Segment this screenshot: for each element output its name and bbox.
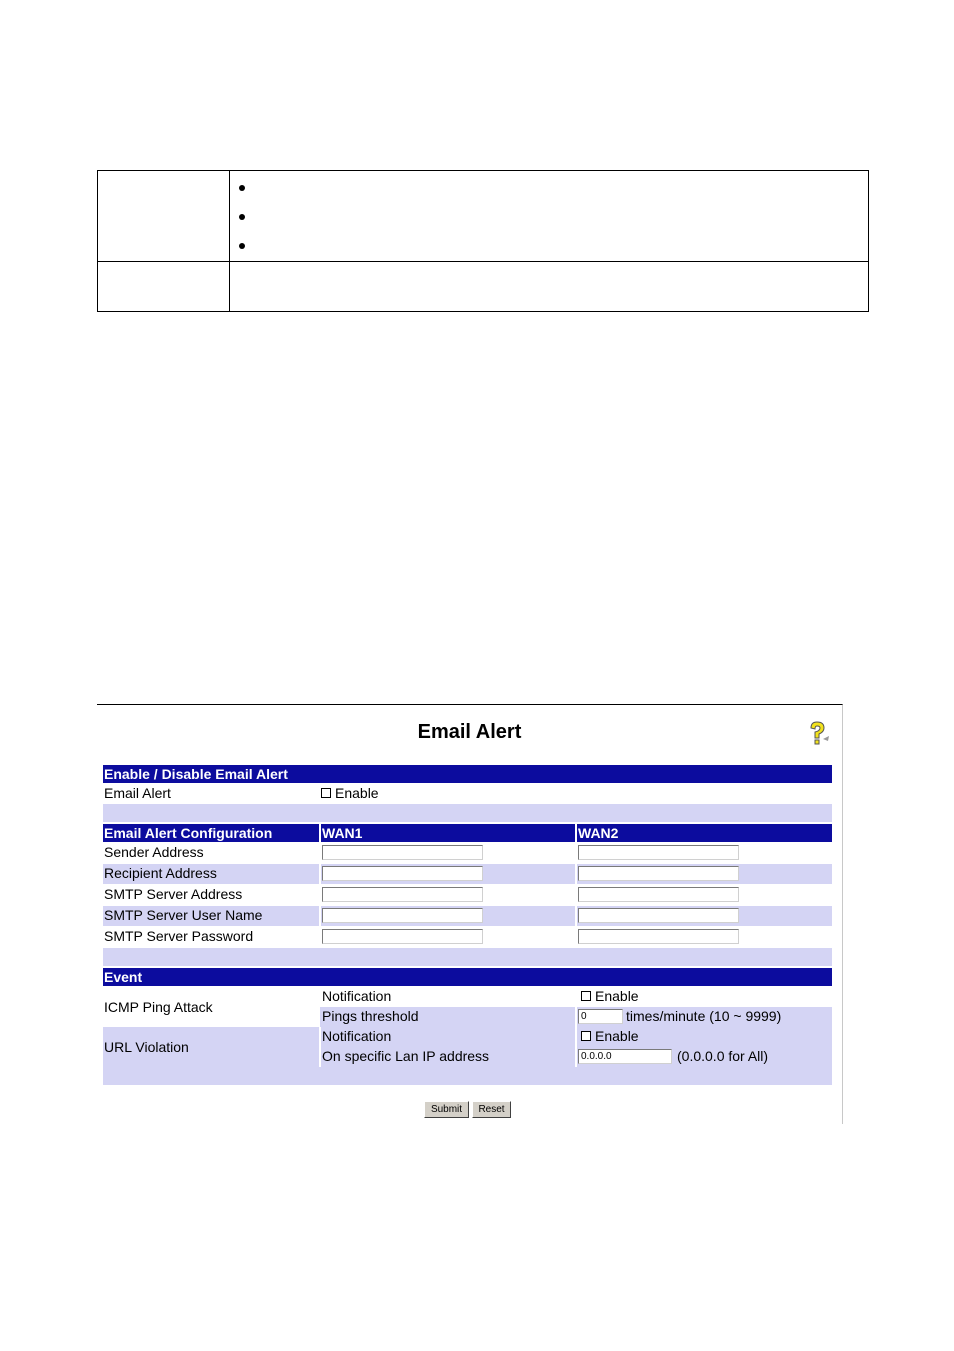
lan-ip-hint: (0.0.0.0 for All) <box>677 1048 769 1064</box>
smtp-user-name-row <box>103 906 832 926</box>
bullet-icon <box>239 214 245 220</box>
spacer-row <box>103 948 832 966</box>
smtp-server-address-wan1-input[interactable] <box>322 887 483 902</box>
section-header-label: Email Alert Configuration <box>104 825 273 841</box>
column-separator <box>575 824 577 842</box>
sender-address-wan1-input[interactable] <box>322 845 483 860</box>
section-header-enable <box>103 765 832 783</box>
url-violation-label: URL Violation <box>104 1039 189 1055</box>
enable-label: Enable <box>335 785 379 801</box>
enable-label: Enable <box>595 988 639 1004</box>
column-separator <box>575 1007 577 1027</box>
email-alert-label: Email Alert <box>104 785 171 801</box>
column-separator <box>575 864 577 884</box>
column-separator <box>575 1047 577 1067</box>
lan-ip-label: On specific Lan IP address <box>322 1048 490 1064</box>
field-label: SMTP Server User Name <box>104 907 263 923</box>
reset-button[interactable]: Reset <box>472 1101 511 1118</box>
url-violation-row <box>103 1027 832 1067</box>
document-table <box>97 170 869 312</box>
page-title: Email Alert <box>417 721 522 743</box>
section-header-label: Enable / Disable Email Alert <box>104 766 288 782</box>
smtp-password-row <box>103 927 832 947</box>
sender-address-wan2-input[interactable] <box>578 845 739 860</box>
notification-label: Notification <box>322 988 392 1004</box>
sender-address-row <box>103 843 832 863</box>
field-label: SMTP Server Address <box>104 886 243 902</box>
wan1-column-header: WAN1 <box>322 825 363 841</box>
bullet-icon <box>239 185 245 191</box>
column-separator <box>575 906 577 926</box>
smtp-server-address-row <box>103 885 832 905</box>
smtp-server-address-wan2-input[interactable] <box>578 887 739 902</box>
url-notification-enable[interactable] <box>581 1027 639 1047</box>
table-row-divider <box>98 261 868 262</box>
column-separator <box>319 824 321 842</box>
enable-checkbox[interactable] <box>321 788 331 798</box>
url-enable-checkbox[interactable] <box>581 1031 591 1041</box>
section-header-label: Event <box>104 969 143 985</box>
submit-button[interactable]: Submit <box>424 1101 469 1118</box>
spacer-row <box>103 804 832 822</box>
button-bar <box>97 1101 842 1119</box>
section-header-config <box>103 824 832 842</box>
icmp-ping-attack-row <box>103 987 832 1027</box>
smtp-password-wan1-input[interactable] <box>322 929 483 944</box>
enable-label: Enable <box>595 1028 639 1044</box>
icmp-threshold-row <box>320 1007 832 1027</box>
icmp-enable-checkbox[interactable] <box>581 991 591 1001</box>
column-separator <box>319 864 321 884</box>
help-icon[interactable] <box>803 719 831 747</box>
field-label: Sender Address <box>104 844 204 860</box>
recipient-address-wan1-input[interactable] <box>322 866 483 881</box>
section-header-event <box>103 968 832 986</box>
icmp-notification-row <box>320 987 832 1007</box>
pings-threshold-input[interactable] <box>578 1009 623 1024</box>
notification-label: Notification <box>322 1028 392 1044</box>
spacer-row <box>103 1067 832 1085</box>
smtp-password-wan2-input[interactable] <box>578 929 739 944</box>
threshold-unit-label: times/minute (10 ~ 9999) <box>626 1008 782 1024</box>
bullet-icon <box>239 243 245 249</box>
field-label: Recipient Address <box>104 865 217 881</box>
table-column-divider <box>229 171 230 311</box>
recipient-address-row <box>103 864 832 884</box>
email-alert-enable[interactable] <box>321 784 379 804</box>
icmp-ping-attack-label: ICMP Ping Attack <box>104 999 213 1015</box>
url-notification-row <box>321 1027 832 1047</box>
wan2-column-header: WAN2 <box>578 825 619 841</box>
lan-ip-input[interactable] <box>578 1049 672 1064</box>
recipient-address-wan2-input[interactable] <box>578 866 739 881</box>
email-alert-panel <box>97 704 843 1124</box>
smtp-user-name-wan2-input[interactable] <box>578 908 739 923</box>
email-alert-row <box>103 784 832 804</box>
field-label: SMTP Server Password <box>104 928 254 944</box>
pings-threshold-label: Pings threshold <box>322 1008 419 1024</box>
url-ip-row <box>321 1047 832 1067</box>
smtp-user-name-wan1-input[interactable] <box>322 908 483 923</box>
icmp-notification-enable[interactable] <box>581 987 639 1007</box>
column-separator <box>319 906 321 926</box>
column-separator <box>575 1027 577 1047</box>
